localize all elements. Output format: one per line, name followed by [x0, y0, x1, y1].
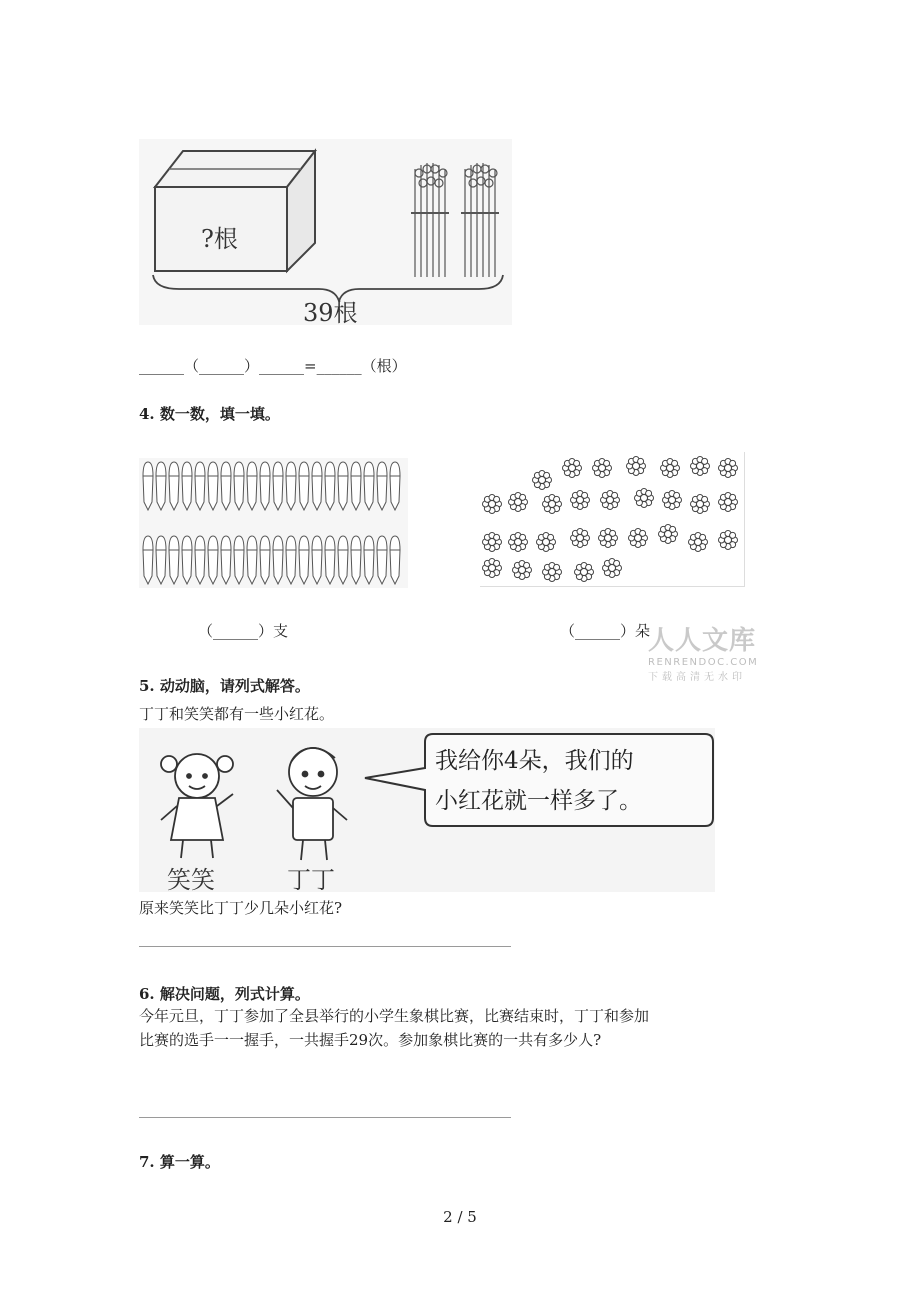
flower-drawing [603, 559, 622, 578]
flower-drawing [719, 493, 738, 512]
pen-drawing [273, 536, 283, 584]
box-label: ?根 [201, 225, 238, 253]
pen-drawing [299, 462, 309, 510]
flower-drawing [533, 471, 552, 490]
pen-drawing [299, 536, 309, 584]
pen-drawing [182, 462, 192, 510]
pen-drawing [156, 536, 166, 584]
flower-drawing [663, 491, 682, 510]
pen-drawing [234, 462, 244, 510]
pen-drawing [143, 536, 153, 584]
boy-name: 丁丁 [287, 866, 335, 892]
flower-drawing [543, 563, 562, 582]
page-number: 2 / 5 [443, 1208, 477, 1226]
flower-drawing [661, 459, 680, 478]
flowers-answer-blank[interactable]: （______）朵 [560, 622, 651, 640]
question-6-heading: 6. 解决问题，列式计算。 [139, 985, 310, 1003]
flower-drawing [691, 457, 710, 476]
pen-drawing [325, 462, 335, 510]
girl-drawing [161, 754, 233, 858]
answer-rule-q6[interactable] [139, 1117, 511, 1118]
pen-drawing [377, 536, 387, 584]
pen-drawing [169, 462, 179, 510]
watermark-site: RENRENDOC.COM [648, 657, 759, 668]
watermark-slogan: 下载高清无水印 [648, 672, 746, 683]
flower-drawing [509, 493, 528, 512]
flower-drawing [509, 533, 528, 552]
flower-drawing [599, 529, 618, 548]
stick-bundle-2 [461, 163, 499, 277]
pen-drawing [260, 462, 270, 510]
pen-drawing [364, 536, 374, 584]
question-5-prompt: 原来笑笑比丁丁少几朵小红花? [139, 899, 343, 917]
pen-drawing [208, 462, 218, 510]
question-7-heading: 7. 算一算。 [139, 1153, 220, 1171]
flower-drawing [571, 529, 590, 548]
flower-drawing [635, 489, 654, 508]
flower-drawing [571, 491, 590, 510]
flower-drawing [719, 459, 738, 478]
pen-drawing [312, 536, 322, 584]
pen-drawing [234, 536, 244, 584]
pen-drawing [351, 462, 361, 510]
pen-drawing [286, 462, 296, 510]
question-4-heading: 4. 数一数，填一填。 [139, 405, 280, 423]
pen-drawing [364, 462, 374, 510]
sticks-box-figure [139, 139, 512, 325]
stick-bundle-1 [411, 163, 449, 277]
pen-drawing [260, 536, 270, 584]
flower-drawing [689, 533, 708, 552]
pen-drawing [182, 536, 192, 584]
pen-drawing [247, 536, 257, 584]
flower-drawing [659, 525, 678, 544]
flower-drawing [513, 561, 532, 580]
pen-drawing [195, 462, 205, 510]
flower-drawing [537, 533, 556, 552]
total-label: 39根 [303, 299, 358, 325]
pen-drawing [143, 462, 153, 510]
speech-line-1: 我给你4朵，我们的 [435, 748, 634, 774]
watermark-brand: 人人文库 [648, 626, 757, 656]
flower-drawing [719, 531, 738, 550]
flower-drawing [691, 495, 710, 514]
pen-drawing [338, 536, 348, 584]
pen-drawing [221, 536, 231, 584]
pens-figure [139, 458, 408, 588]
pen-drawing [208, 536, 218, 584]
pen-drawing [390, 462, 400, 510]
pen-drawing [169, 536, 179, 584]
pens-answer-blank[interactable]: （______）支 [198, 622, 289, 640]
flower-drawing [627, 457, 646, 476]
flower-drawing [629, 529, 648, 548]
flower-drawing [483, 495, 502, 514]
question-6-line-2: 比赛的选手一一握手，一共握手29次。参加象棋比赛的一共有多少人? [139, 1031, 602, 1049]
flowers-figure [480, 452, 745, 587]
speech-line-2: 小红花就一样多了。 [435, 788, 642, 814]
pen-drawing [273, 462, 283, 510]
question-6-line-1: 今年元旦，丁丁参加了全县举行的小学生象棋比赛，比赛结束时，丁丁和参加 [139, 1007, 650, 1025]
watermark-logo [648, 620, 778, 683]
pen-drawing [221, 462, 231, 510]
flower-drawing [483, 533, 502, 552]
pen-drawing [338, 462, 348, 510]
question-5-intro: 丁丁和笑笑都有一些小红花。 [139, 705, 335, 723]
flower-drawing [593, 459, 612, 478]
flower-drawing [563, 459, 582, 478]
pen-drawing [390, 536, 400, 584]
total-brace [153, 275, 503, 301]
pen-drawing [312, 462, 322, 510]
kids-cartoon-figure [139, 728, 715, 892]
boy-drawing [277, 748, 347, 860]
flower-drawing [483, 559, 502, 578]
flower-drawing [601, 491, 620, 510]
pen-drawing [286, 536, 296, 584]
pen-drawing [377, 462, 387, 510]
pen-drawing [156, 462, 166, 510]
pen-drawing [325, 536, 335, 584]
closed-box-drawing [155, 151, 315, 271]
answer-rule-q5[interactable] [139, 946, 511, 947]
flower-drawing [543, 495, 562, 514]
pen-drawing [351, 536, 361, 584]
flower-drawing [575, 563, 594, 582]
pen-drawing [247, 462, 257, 510]
girl-name: 笑笑 [167, 866, 215, 892]
pen-drawing [195, 536, 205, 584]
answer-line-q3[interactable]: ______（______）______=______（根） [139, 357, 407, 375]
question-5-heading: 5. 动动脑，请列式解答。 [139, 677, 310, 695]
